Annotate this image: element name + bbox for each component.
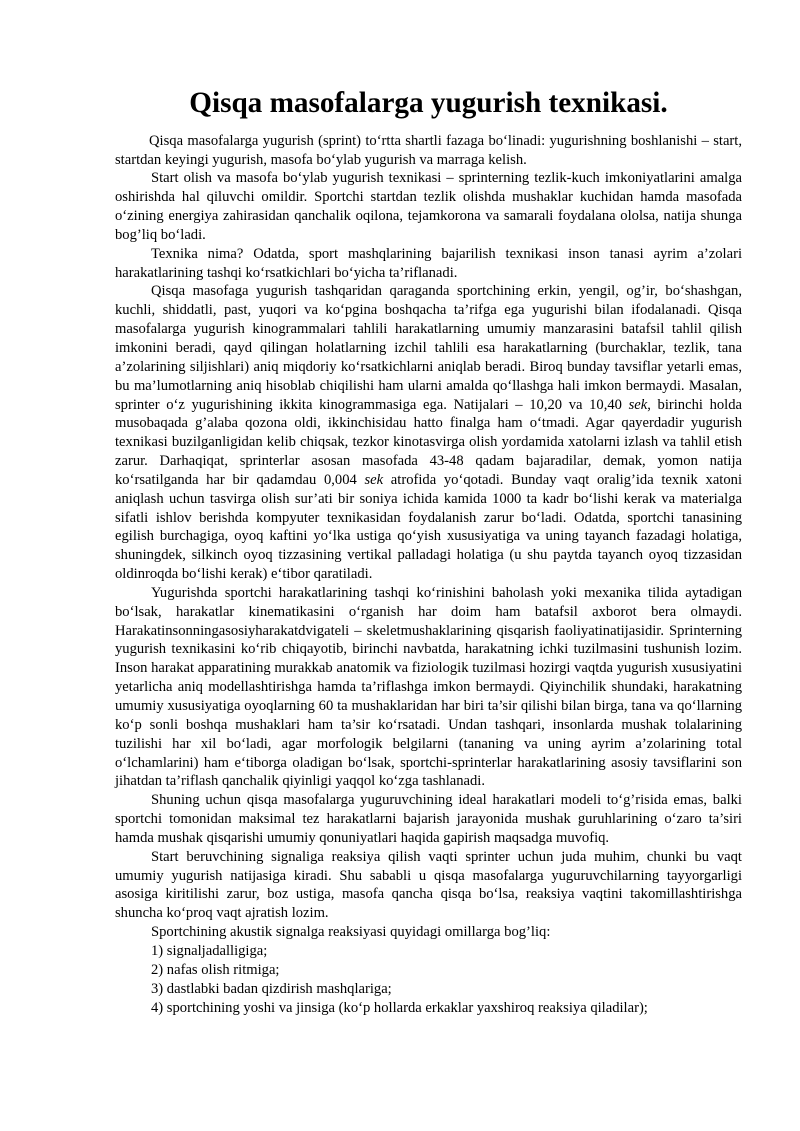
- unit-seconds: sek: [364, 471, 384, 488]
- paragraph-start-technique: Start olish va masofa bo‘ylab yugurish texnikasi – sprinterning tezlik-kuch imkoniyatlarini amalga oshirishda hal qiluvchi omildir. Sportchi startdan tezlik olishda mushaklar kuchidan hamda masofada o‘zining energiya zahirasidan qanchalik oqilona, tejamkorona va samarali foydalana ololsa, natija shunga bog’liq bo‘ladi.: [115, 170, 742, 243]
- list-item: 4) sportchining yoshi va jinsiga (ko‘p hollarda erkaklar yaxshiroq reaksiya qiladilar);: [151, 999, 648, 1016]
- page-title: Qisqa masofalarga yugurish texnikasi.: [189, 87, 668, 119]
- list-item: 2) nafas olish ritmiga;: [151, 961, 280, 978]
- text-segment: , birinchi holda musobaqada g’alaba qozona oldi, ikkinchisidau hatto finalga ham o‘tmadi. Agar qayerdadir yugurish texnikasi buzilganligidan kelib chiqsak, tezkor kinotasvirga olish yordamida xatolarni izlash va tahlil etish zarur. Darhaqiqat, sprinterlar asosan masofada 43-48 qadam bajaradilar, demak, yomon natija ko‘rsatilganda har bir qadamdau 0,004: [115, 396, 742, 488]
- list-item: 1) signaljadalligiga;: [151, 942, 268, 959]
- document-body: [115, 87, 742, 1017]
- paragraph-kinogram-analysis: [115, 282, 742, 584]
- paragraph-ideal-model: Shuning uchun qisqa masofalarga yuguruvchining ideal harakatlari modeli to‘g’risida emas, balki sportchi tomonidan maksimal tez harakatlarni bajarish jarayonida mushak guruhlarining o‘zaro ta’siri hamda mushak qisqarishi umumiy qonuniyatlari haqida gapirish maqsadga muvofiq.: [115, 792, 742, 846]
- text-segment: Qisqa masofaga yugurish tashqaridan qaraganda sportchining erkin, yengil, og’ir, bo‘shashgan, kuchli, shiddatli, past, yuqori va ko‘pgina boshqacha ta’rifga ega yugurishi bilan ifodalanadi. Qisqa masofalarga yugurish kinogrammalari tahlili harakatlarning umumiy manzarasini batafsil tahlil qilish imkonini beradi, qayd qilingan holatlarning izchil tahlili esa harakatlarning (burchaklar, tezlik, tana a’zolarining siljishlari) aniq miqdoriy ko‘rsatkichlarni aniqlab beradi. Biroq bunday tavsiflar yetarli emas, bu ma’lumotlarning aniq hisoblab chiqilishi ham ularni amalda qo‘llashga hali imkon bermaydi. Masalan, sprinter o‘z yugurishining ikkita kinogrammasiga ega. Natijalari – 10,20 va 10,40: [115, 283, 742, 413]
- unit-seconds: sek: [628, 396, 648, 413]
- paragraph-kinematics: Yugurishda sportchi harakatlarining tashqi ko‘rinishini baholash yoki mexanika tilida aytadigan bo‘lsak, harakatlar kinematikasini o‘rganish har doim ham batafsil axborot bera olmaydi. Harakatinsonningasosiyharakatdvigateli – skeletmushaklarining qisqarish faoliyatinatijasidir. Sprinterning yugurish texnikasini ko‘rib chiqayotib, birinchi navbatda, harakatning ichki tuzilmasini tushunish lozim. Inson harakat apparatining murakkab anatomik va fiziologik tuzilmasi hozirgi vaqtda yugurish xususiyatini yetarlicha aniq modellashtirishga hamda ta’riflashga imkon bermaydi. Qiyinchilik shundaki, harakatning umumiy xususiyatiga oyoqlarning 60 ta mushaklaridan har biri ta’sir qilishi bilan birga, tana va qo‘llarning ko‘p sonli boshqa mushaklari ham ta’sir ko‘rsatadi. Undan tashqari, insonlarda mushak tolalarining tuzilishi har xil bo‘ladi, agar morfologik belgilarni (tananing va uning ayrim a’zolarining total o‘lchamlarini) ham e‘tiborga oladigan bo‘lsak, sportchi-sprinterlar harakatlarining asosiy tavsiflarini son jihatdan ta’riflash qanchalik qiyinligi yaqqol ko‘zga tashlanadi.: [115, 584, 742, 790]
- paragraph-phases: Qisqa masofalarga yugurish (sprint) to‘rtta shartli fazaga bo‘linadi: yugurishning boshlanishi – start, startdan keyingi yugurish, masofa bo‘ylab yugurish va marraga kelish.: [115, 132, 742, 168]
- list-item: 3) dastlabki badan qizdirish mashqlariga;: [151, 980, 392, 997]
- text-segment: atrofida yo‘qotadi. Bunday vaqt oralig’ida texnik xatoni aniqlash uchun tasvirga olish sur’ati bir soniya ichida kamida 1000 ta kadr bo‘lishi kerak va materialga sifatli ishlov berishda kompyuter texnikasidan foydalanish zarur bo‘ladi. Odatda, sportchi tanasining egilish burchagiga, oyoq kaftini yo‘lka ustiga qo‘yish xususiyatiga va uning tayanch fazadagi holatiga, shuningdek, silkinch oyoq tizzasining vertikal palladagi holatiga (u shu paytda tayanch oyoq tizzasidan oldinroqda bo‘lishi kerak) e‘tibor qaratiladi.: [115, 471, 742, 583]
- paragraph-technique-definition: Texnika nima? Odatda, sport mashqlarining bajarilish texnikasi inson tanasi ayrim a’zolari harakatlarining tashqi ko‘rsatkichlari bo‘yicha ta’riflanadi.: [115, 245, 742, 281]
- paragraph-reaction-time: Start beruvchining signaliga reaksiya qilish vaqti sprinter uchun juda muhim, chunki bu vaqt umumiy yugurish natijasiga kiradi. Shu sababli u qisqa masofalarga yuguruvchilarning tayyorgarligi asosiga kiritilishi zarur, boz ustiga, masofa qancha qisqa bo‘lsa, reaksiya vaqtini takomillashtirishga shuncha ko‘proq vaqt ajratish lozim.: [115, 848, 742, 922]
- paragraph-reaction-factors: Sportchining akustik signalga reaksiyasi quyidagi omillarga bog’liq:: [151, 924, 551, 941]
